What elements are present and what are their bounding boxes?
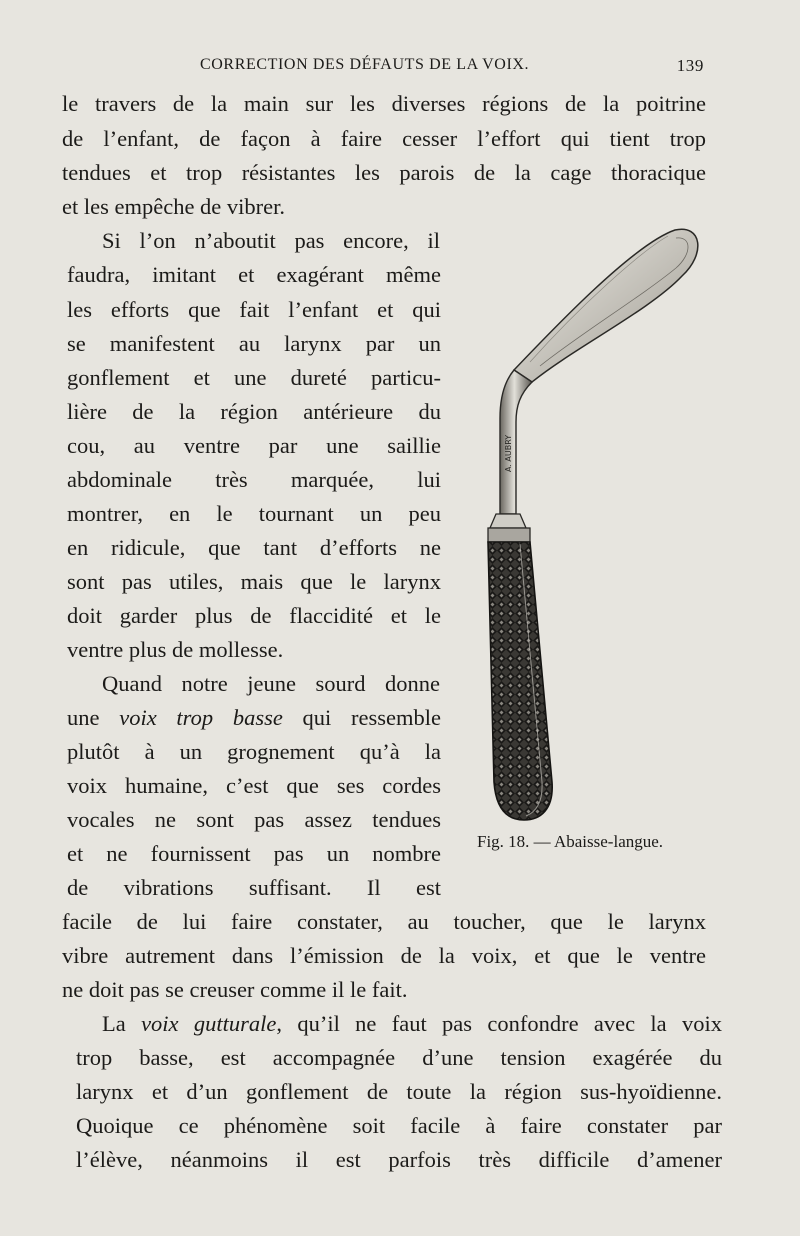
italic-term: voix trop basse [119,705,283,730]
text-line: plutôt à un grognement qu’à la [67,739,441,764]
text-line: ne doit pas se creuser comme il le fait. [62,977,408,1002]
text-line: abdominale très marquée, lui [67,467,441,492]
italic-term: voix gutturale [141,1011,277,1036]
text-line: Si l’on n’aboutit pas encore, il [102,228,440,253]
text-line: montrer, en le tournant un peu [67,501,441,526]
page-number: 139 [676,56,704,75]
text-line: Quand notre jeune sourd donne [102,671,440,696]
text-line: facile de lui faire constater, au toucher, que le larynx [62,909,706,934]
figure-tongue-depressor [470,222,730,832]
text-line: La voix gutturale, qu’il ne faut pas confondre avec la voix [102,1011,722,1036]
text-line: cou, au ventre par une saillie [67,433,441,458]
text-line: Quoique ce phénomène soit facile à faire constater par [76,1113,722,1138]
text-line: sont pas utiles, mais que le larynx [67,569,441,594]
text-line: vocales ne sont pas assez tendues [67,807,441,832]
text-line: de l’enfant, de façon à faire cesser l’effort qui tient trop [62,126,706,151]
running-head: CORRECTION DES DÉFAUTS DE LA VOIX. [200,56,530,73]
text-line: doit garder plus de flaccidité et le [67,603,441,628]
text-line: gonflement et une dureté particu- [67,365,441,390]
text-line: en ridicule, que tant d’efforts ne [67,535,441,560]
text-line: et les empêche de vibrer. [62,194,286,219]
text-line: lière de la région antérieure du [67,399,441,424]
text-line: ventre plus de mollesse. [67,637,284,662]
maker-mark: A. AUBRY [504,434,513,472]
text-line: se manifestent au larynx par un [67,331,441,356]
text-line: tendues et trop résistantes les parois de la cage thoracique [62,160,706,185]
tongue-depressor-illustration [470,222,730,832]
text-line: trop basse, est accompagnée d’une tension exagérée du [76,1045,722,1070]
text-line: faudra, imitant et exagérant même [67,262,441,287]
text-line: vibre autrement dans l’émission de la voix, et que le ventre [62,943,706,968]
text-line: les efforts que fait l’enfant et qui [67,297,441,322]
text-line: voix humaine, c’est que ses cordes [67,773,441,798]
text-line: une voix trop basse qui ressemble [67,705,441,730]
figure-caption: Fig. 18. — Abaisse-langue. [477,832,664,851]
text-line: l’élève, néanmoins il est parfois très difficile d’amener [76,1147,722,1172]
text-line: et ne fournissent pas un nombre [67,841,441,866]
text-line: larynx et d’un gonflement de toute la région sus-hyoïdienne. [76,1079,722,1104]
text-line: le travers de la main sur les diverses régions de la poitrine [62,91,706,116]
text-line: de vibrations suffisant. Il est [67,875,441,900]
